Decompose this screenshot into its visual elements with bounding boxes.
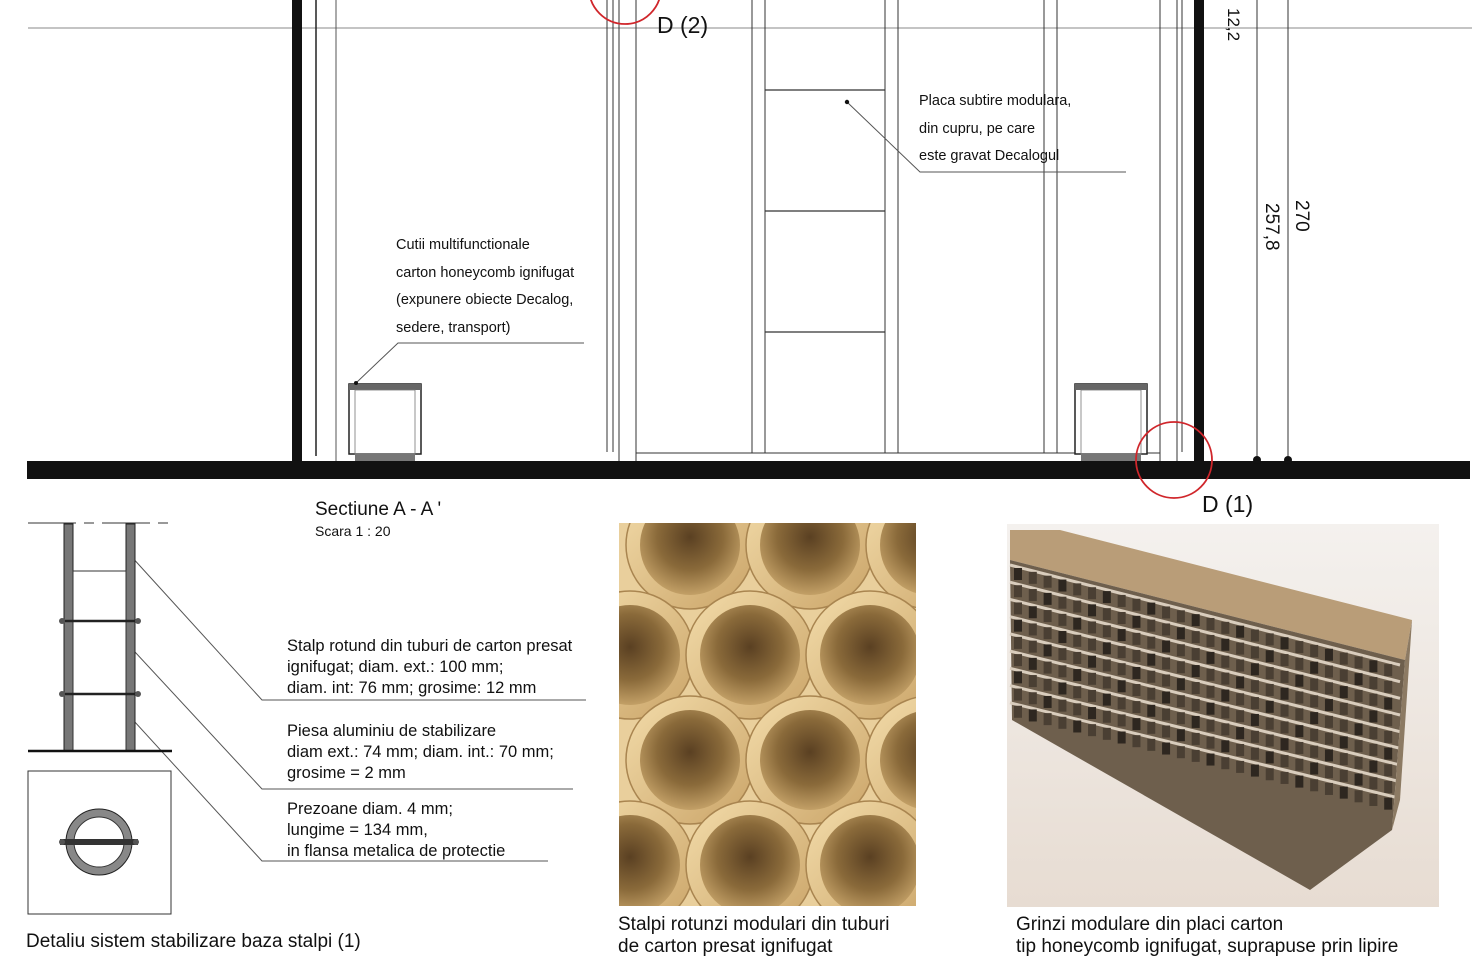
honeycomb-cell (1266, 768, 1274, 780)
honeycomb-cell (1073, 601, 1081, 613)
honeycomb-cell (1014, 602, 1022, 614)
honeycomb-cell (1325, 699, 1333, 711)
honeycomb-cell (1384, 714, 1392, 726)
honeycomb-cell (1295, 692, 1303, 704)
honeycomb-cell (1236, 659, 1244, 671)
tube-bore (640, 710, 740, 810)
honeycomb-cell (1058, 631, 1066, 643)
cardboard-box-right (1075, 384, 1147, 461)
honeycomb-cell (1340, 703, 1348, 715)
honeycomb-cell (1369, 694, 1377, 706)
honeycomb-cell (1177, 712, 1185, 724)
honeycomb-cell (1132, 667, 1140, 679)
detail-marker-d2 (589, 0, 661, 24)
honeycomb-cell (1162, 726, 1170, 738)
honeycomb-cell (1251, 630, 1259, 642)
honeycomb-cell (1207, 686, 1215, 698)
honeycomb-cell (1088, 707, 1096, 719)
honeycomb-cell (1192, 682, 1200, 694)
honeycomb-cell (1088, 724, 1096, 736)
honeycomb-cell (1118, 697, 1126, 709)
honeycomb-cell (1088, 604, 1096, 616)
honeycomb-cell (1044, 627, 1052, 639)
tube-bore (640, 495, 740, 595)
honeycomb-cell (1266, 701, 1274, 713)
honeycomb-cell (1281, 755, 1289, 767)
honeycomb-cell (1251, 646, 1259, 658)
honeycomb-cell (1014, 671, 1022, 683)
honeycomb-cell (1162, 674, 1170, 686)
honeycomb-cell (1384, 731, 1392, 743)
honeycomb-cell (1221, 656, 1229, 668)
honeycomb-cell (1207, 669, 1215, 681)
honeycomb-cell (1073, 669, 1081, 681)
honeycomb-cell (1088, 587, 1096, 599)
honeycomb-cell (1147, 654, 1155, 666)
honeycomb-cell (1029, 709, 1037, 721)
honeycomb-cell (1192, 631, 1200, 643)
honeycomb-cell (1295, 658, 1303, 670)
honeycomb-cell (1073, 583, 1081, 595)
honeycomb-cell (1118, 612, 1126, 624)
honeycomb-cell (1325, 766, 1333, 778)
honeycomb-cell (1192, 716, 1200, 728)
honeycomb-cell (1355, 673, 1363, 685)
honeycomb-cell (1266, 633, 1274, 645)
honeycomb-cell (1251, 697, 1259, 709)
honeycomb-cell (1310, 746, 1318, 758)
honeycomb-cell (1132, 684, 1140, 696)
honeycomb-cell (1103, 711, 1111, 723)
honeycomb-cell (1369, 794, 1377, 806)
honeycomb-cell (1281, 688, 1289, 700)
honeycomb-cell (1369, 744, 1377, 756)
honeycomb-cell (1132, 616, 1140, 628)
honeycomb-cell (1355, 774, 1363, 786)
leader-lines (110, 102, 1126, 861)
honeycomb-cell (1192, 750, 1200, 762)
honeycomb-cell (1103, 591, 1111, 603)
honeycomb-cell (1103, 677, 1111, 689)
honeycomb-cell (1118, 680, 1126, 692)
honeycomb-cell (1044, 679, 1052, 691)
section-scale: Scara 1 : 20 (315, 523, 391, 539)
honeycomb-cell (1355, 723, 1363, 735)
dimension-12-2: 12,2 (1224, 8, 1243, 42)
honeycomb-cell (1029, 658, 1037, 670)
honeycomb-cell (1266, 735, 1274, 747)
honeycomb-cell (1281, 705, 1289, 717)
honeycomb-cell (1281, 721, 1289, 733)
honeycomb-cell (1014, 637, 1022, 649)
annotation-copper-plate: Placa subtire modulara, din cupru, pe care este gravat Decalogul (919, 93, 1072, 164)
tube-bore (760, 495, 860, 595)
honeycomb-cell (1236, 761, 1244, 773)
honeycomb-cell (1103, 728, 1111, 740)
honeycomb-cell (1236, 693, 1244, 705)
caption-base-detail: Detaliu sistem stabilizare baza stalpi (1) (26, 931, 361, 952)
honeycomb-cell (1073, 635, 1081, 647)
honeycomb-cell (1177, 729, 1185, 741)
honeycomb-cell (1325, 716, 1333, 728)
honeycomb-cell (1014, 706, 1022, 718)
honeycomb-cell (1236, 676, 1244, 688)
tube-bore (700, 605, 800, 705)
honeycomb-cell (1266, 718, 1274, 730)
honeycomb-cell (1369, 777, 1377, 789)
honeycomb-cell (1325, 666, 1333, 678)
honeycomb-cell (1177, 746, 1185, 758)
honeycomb-cell (1310, 695, 1318, 707)
honeycomb-cell (1221, 690, 1229, 702)
honeycomb-cell (1132, 650, 1140, 662)
honeycomb-cell (1088, 656, 1096, 668)
honeycomb-cell (1118, 595, 1126, 607)
honeycomb-cell (1044, 713, 1052, 725)
honeycomb-cell (1369, 677, 1377, 689)
honeycomb-cell (1310, 729, 1318, 741)
tube-bore (880, 710, 980, 810)
honeycomb-cell (1058, 717, 1066, 729)
honeycomb-cell (1162, 692, 1170, 704)
honeycomb-cell (1281, 772, 1289, 784)
honeycomb-cell (1147, 671, 1155, 683)
tube-bore (580, 605, 680, 705)
honeycomb-cell (1192, 665, 1200, 677)
honeycomb-cell (1295, 708, 1303, 720)
honeycomb-cell (1118, 663, 1126, 675)
honeycomb-cell (1058, 597, 1066, 609)
honeycomb-cell (1384, 798, 1392, 810)
honeycomb-cell (1014, 568, 1022, 580)
honeycomb-cell (1236, 643, 1244, 655)
honeycomb-cell (1207, 652, 1215, 664)
honeycomb-cell (1058, 682, 1066, 694)
honeycomb-cell (1281, 654, 1289, 666)
honeycomb-cell (1221, 673, 1229, 685)
honeycomb-cell (1236, 710, 1244, 722)
tube-bore (880, 495, 980, 595)
honeycomb-cell (1073, 703, 1081, 715)
honeycomb-cell (1088, 621, 1096, 633)
honeycomb-cell (1384, 664, 1392, 676)
honeycomb-cell (1147, 637, 1155, 649)
tube-bore (760, 710, 860, 810)
honeycomb-cell (1325, 682, 1333, 694)
honeycomb-cell (1355, 740, 1363, 752)
right-wall (1194, 0, 1204, 462)
honeycomb-cell (1192, 614, 1200, 626)
honeycomb-cell (1029, 606, 1037, 618)
honeycomb-cell (1029, 589, 1037, 601)
honeycomb-cell (1147, 722, 1155, 734)
honeycomb-cell (1340, 787, 1348, 799)
honeycomb-cell (1266, 650, 1274, 662)
honeycomb-cell (1118, 646, 1126, 658)
tube-bore (580, 815, 680, 915)
honeycomb-cell (1221, 639, 1229, 651)
honeycomb-cell (1384, 764, 1392, 776)
floor-slab (27, 461, 1470, 479)
honeycomb-cell (1310, 779, 1318, 791)
honeycomb-cell (1088, 690, 1096, 702)
honeycomb-cell (1221, 740, 1229, 752)
honeycomb-cell (1251, 680, 1259, 692)
honeycomb-cell (1251, 663, 1259, 675)
honeycomb-cell (1162, 623, 1170, 635)
honeycomb-cell (1177, 627, 1185, 639)
honeycomb-cell (1281, 671, 1289, 683)
honeycomb-cell (1044, 696, 1052, 708)
honeycomb-cell (1295, 776, 1303, 788)
honeycomb-cell (1014, 689, 1022, 701)
honeycomb-cell (1384, 748, 1392, 760)
honeycomb-cell (1029, 623, 1037, 635)
caption-tubes: Stalpi rotunzi modulari din tuburi de carton presat ignifugat (618, 914, 890, 957)
honeycomb-cell (1088, 673, 1096, 685)
honeycomb-cell (1118, 714, 1126, 726)
honeycomb-cell (1325, 649, 1333, 661)
honeycomb-cell (1340, 686, 1348, 698)
honeycomb-cell (1384, 698, 1392, 710)
honeycomb-cell (1103, 625, 1111, 637)
honeycomb-cell (1177, 695, 1185, 707)
honeycomb-cell (1384, 781, 1392, 793)
honeycomb-cell (1073, 618, 1081, 630)
honeycomb-cell (1266, 684, 1274, 696)
honeycomb-cell (1132, 633, 1140, 645)
honeycomb-cell (1207, 754, 1215, 766)
honeycomb-cell (1207, 703, 1215, 715)
honeycomb-cell (1310, 679, 1318, 691)
section-title: Sectiune A - A ' (315, 499, 442, 520)
honeycomb-cell (1132, 599, 1140, 611)
honeycomb-cell (1103, 608, 1111, 620)
honeycomb-cell (1073, 686, 1081, 698)
cardboard-box-left (349, 384, 421, 461)
honeycomb-cell (1236, 744, 1244, 756)
honeycomb-cell (1295, 675, 1303, 687)
honeycomb-cell (1355, 656, 1363, 668)
honeycomb-cell (1147, 688, 1155, 700)
honeycomb-photo (1007, 524, 1439, 907)
left-wall (292, 0, 302, 462)
honeycomb-cell (1058, 665, 1066, 677)
honeycomb-cell (1295, 742, 1303, 754)
honeycomb-cell (1281, 637, 1289, 649)
honeycomb-cell (1207, 635, 1215, 647)
honeycomb-cell (1192, 733, 1200, 745)
honeycomb-cell (1058, 700, 1066, 712)
honeycomb-cell (1207, 618, 1215, 630)
honeycomb-cell (1251, 748, 1259, 760)
tube-bore (820, 815, 920, 915)
honeycomb-cell (1044, 610, 1052, 622)
honeycomb-cell (1014, 654, 1022, 666)
honeycomb-cell (1266, 667, 1274, 679)
honeycomb-cell (1103, 642, 1111, 654)
honeycomb-cell (1369, 727, 1377, 739)
column-base-detail (28, 523, 172, 914)
annotation-column: Stalp rotund din tuburi de carton presat ignifugat; diam. ext.: 100 mm; diam. int: 76 mm; grosime: 12 mm (287, 637, 573, 697)
honeycomb-cell (1147, 739, 1155, 751)
honeycomb-cell (1355, 690, 1363, 702)
honeycomb-cell (1221, 757, 1229, 769)
honeycomb-cell (1355, 757, 1363, 769)
honeycomb-cell (1044, 593, 1052, 605)
annotation-aluminium-piece: Piesa aluminiu de stabilizare diam ext.: 74 mm; diam. int.: 70 mm; grosime = 2 mm (287, 722, 554, 782)
honeycomb-cell (1369, 660, 1377, 672)
honeycomb-cell (1310, 762, 1318, 774)
honeycomb-cell (1192, 699, 1200, 711)
detail-label-d1: D (1) (1202, 491, 1254, 517)
annotation-multifunctional-boxes: Cutii multifunctionale carton honeycomb ignifugat (expunere obiecte Decalog, sedere, transport) (396, 237, 575, 336)
honeycomb-cell (1162, 606, 1170, 618)
honeycomb-cell (1207, 737, 1215, 749)
honeycomb-cell (1266, 751, 1274, 763)
honeycomb-cell (1029, 572, 1037, 584)
honeycomb-cell (1325, 783, 1333, 795)
honeycomb-cell (1355, 707, 1363, 719)
tube-bore (820, 605, 920, 705)
honeycomb-cell (1325, 733, 1333, 745)
caption-honeycomb: Grinzi modulare din placi carton tip honeycomb ignifugat, suprapuse prin lipire (1016, 914, 1399, 957)
honeycomb-cell (1236, 626, 1244, 638)
honeycomb-cell (1162, 657, 1170, 669)
honeycomb-cell (1340, 653, 1348, 665)
honeycomb-cell (1177, 644, 1185, 656)
honeycomb-cell (1118, 629, 1126, 641)
honeycomb-cell (1369, 761, 1377, 773)
honeycomb-cell (1044, 644, 1052, 656)
honeycomb-cell (1147, 603, 1155, 615)
honeycomb-cell (1118, 732, 1126, 744)
honeycomb-cell (1221, 706, 1229, 718)
honeycomb-cell (1058, 614, 1066, 626)
honeycomb-cell (1251, 731, 1259, 743)
honeycomb-cell (1340, 669, 1348, 681)
honeycomb-cell (1221, 723, 1229, 735)
honeycomb-cell (1162, 709, 1170, 721)
honeycomb-cell (1058, 580, 1066, 592)
honeycomb-cell (1147, 620, 1155, 632)
honeycomb-cell (1310, 662, 1318, 674)
honeycomb-cell (1310, 712, 1318, 724)
honeycomb-cell (1073, 652, 1081, 664)
honeycomb-cell (1295, 641, 1303, 653)
honeycomb-cell (1369, 710, 1377, 722)
honeycomb-cell (1073, 720, 1081, 732)
honeycomb-cell (1251, 714, 1259, 726)
honeycomb-cell (1162, 743, 1170, 755)
honeycomb-cell (1132, 701, 1140, 713)
honeycomb-cell (1295, 725, 1303, 737)
honeycomb-cell (1340, 770, 1348, 782)
honeycomb-cell (1221, 622, 1229, 634)
honeycomb-cell (1029, 675, 1037, 687)
tube-bore (700, 815, 800, 915)
honeycomb-cell (1355, 790, 1363, 802)
honeycomb-cell (1207, 720, 1215, 732)
dimension-270: 270 (1291, 200, 1312, 232)
honeycomb-cell (1029, 692, 1037, 704)
honeycomb-cell (1044, 662, 1052, 674)
honeycomb-cell (1251, 765, 1259, 777)
honeycomb-cell (1295, 759, 1303, 771)
honeycomb-cell (1132, 735, 1140, 747)
honeycomb-cell (1384, 681, 1392, 693)
honeycomb-cell (1177, 661, 1185, 673)
honeycomb-cell (1340, 720, 1348, 732)
honeycomb-cell (1132, 718, 1140, 730)
honeycomb-cell (1340, 753, 1348, 765)
honeycomb-cell (1281, 738, 1289, 750)
honeycomb-cell (1192, 648, 1200, 660)
honeycomb-cell (1014, 620, 1022, 632)
honeycomb-cell (1147, 705, 1155, 717)
annotation-bolts: Prezoane diam. 4 mm; lungime = 134 mm, in flansa metalica de protectie (287, 800, 506, 860)
honeycomb-cell (1236, 727, 1244, 739)
honeycomb-cell (1044, 576, 1052, 588)
tubes-photo (566, 481, 994, 929)
honeycomb-cell (1103, 659, 1111, 671)
honeycomb-cell (1103, 694, 1111, 706)
honeycomb-cell (1088, 639, 1096, 651)
honeycomb-cell (1162, 640, 1170, 652)
honeycomb-cell (1177, 678, 1185, 690)
honeycomb-cell (1325, 749, 1333, 761)
honeycomb-cell (1029, 641, 1037, 653)
honeycomb-cell (1058, 648, 1066, 660)
dimension-257-8: 257,8 (1261, 203, 1282, 251)
detail-label-d2: D (2) (657, 12, 709, 38)
honeycomb-cell (1014, 585, 1022, 597)
honeycomb-cell (1310, 645, 1318, 657)
honeycomb-cell (1177, 610, 1185, 622)
honeycomb-cell (1340, 736, 1348, 748)
